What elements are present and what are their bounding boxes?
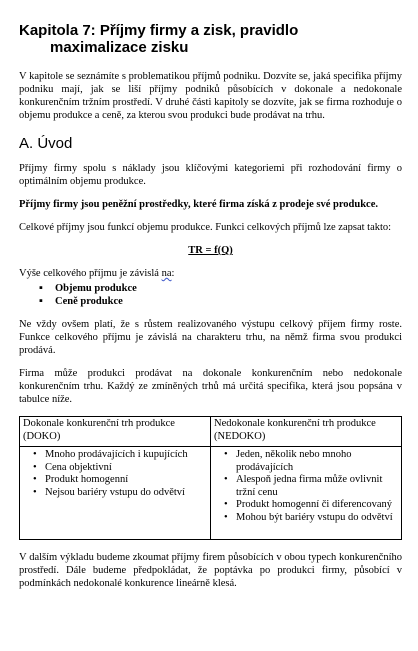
paragraph-3-end: :	[171, 268, 175, 279]
paragraph-2: Celkové příjmy jsou funkcí objemu produkce. Funkci celkových příjmů lze zapsat takto:	[19, 222, 392, 233]
chapter-title-line1: Kapitola 7: Příjmy firmy a zisk, pravidlo	[19, 22, 299, 39]
formula: TR = f(Q)	[188, 245, 233, 256]
list-item: ▪ Ceně produkce	[39, 295, 402, 308]
list-item: • Cena objektivní	[35, 462, 207, 475]
list-item: • Mnoho prodávajících i kupujících	[35, 449, 207, 462]
paragraph-3	[19, 267, 402, 280]
definition-paragraph: Příjmy firmy jsou peněžní prostředky, které firma získá z prodeje své produkce.	[19, 199, 378, 210]
chapter-title	[19, 22, 402, 56]
chapter-title-line2: maximalizace zisku	[50, 39, 189, 56]
table-header-nedoko: Nedokonale konkurenční trh produkce (NEDOKO)	[211, 417, 402, 447]
list-item: • Mohou být bariéry vstupu do odvětví	[226, 512, 398, 525]
paragraph-3-na: na	[161, 268, 172, 279]
paragraph-4: Ne vždy ovšem platí, že s růstem realizovaného výstupu celkový příjem firmy roste. Funkce celkového příjmu je závislá na charakteru trhu, na němž firma svou produkci prodává.	[19, 319, 402, 356]
table-cell-nedoko	[211, 447, 402, 540]
table-header-doko: Dokonale konkurenční trh produkce (DOKO)	[20, 417, 211, 447]
paragraph-6: V dalším výkladu budeme zkoumat příjmy firem působících v obou typech konkurenčního prostředí. Dále budeme předpokládat, že poptávka po produkci firmy, působící v podmínkách nedokonalé konkurence lineárně klesá.	[19, 552, 402, 589]
paragraph-1: Příjmy firmy spolu s náklady jsou klíčovými kategoriemi při rozhodování firmy o optimálním objemu produkce.	[19, 163, 402, 187]
list-item: • Produkt homogenní či diferencovaný	[226, 499, 398, 512]
intro-paragraph: V kapitole se seznámíte s problematikou příjmů podniku. Dozvíte se, jaká specifika příjmy podniku mají, jak se liší příjmy podniků působících v dokonale a nedokonale konkurenčním tržním prostředí. V druhé části kapitoly se dozvíte, jak se firma rozhoduje o objemu produkce a ceně, za kterou svou produkci bude prodávat na trhu.	[19, 71, 402, 121]
paragraph-3-start: Výše celkového příjmu je závislá	[19, 268, 162, 279]
section-heading-a: A. Úvod	[19, 135, 73, 152]
list-item: ▪ Objemu produkce	[39, 282, 402, 295]
list-item: • Jeden, několik nebo mnoho prodávajících	[226, 449, 398, 474]
list-item: • Produkt homogenní	[35, 474, 207, 487]
market-comparison-table	[19, 416, 402, 540]
list-item: • Nejsou bariéry vstupu do odvětví	[35, 487, 207, 500]
table-cell-doko	[20, 447, 211, 540]
paragraph-5: Firma může produkci prodávat na dokonale konkurenčním nebo nedokonale konkurenčním trhu. Každý ze zmíněných trhů má určitá specifika, která jsou popsána v tabulce níže.	[19, 368, 402, 405]
dependency-list	[19, 282, 402, 308]
list-item: • Alespoň jedna firma může ovlivnit tržní cenu	[226, 474, 398, 499]
